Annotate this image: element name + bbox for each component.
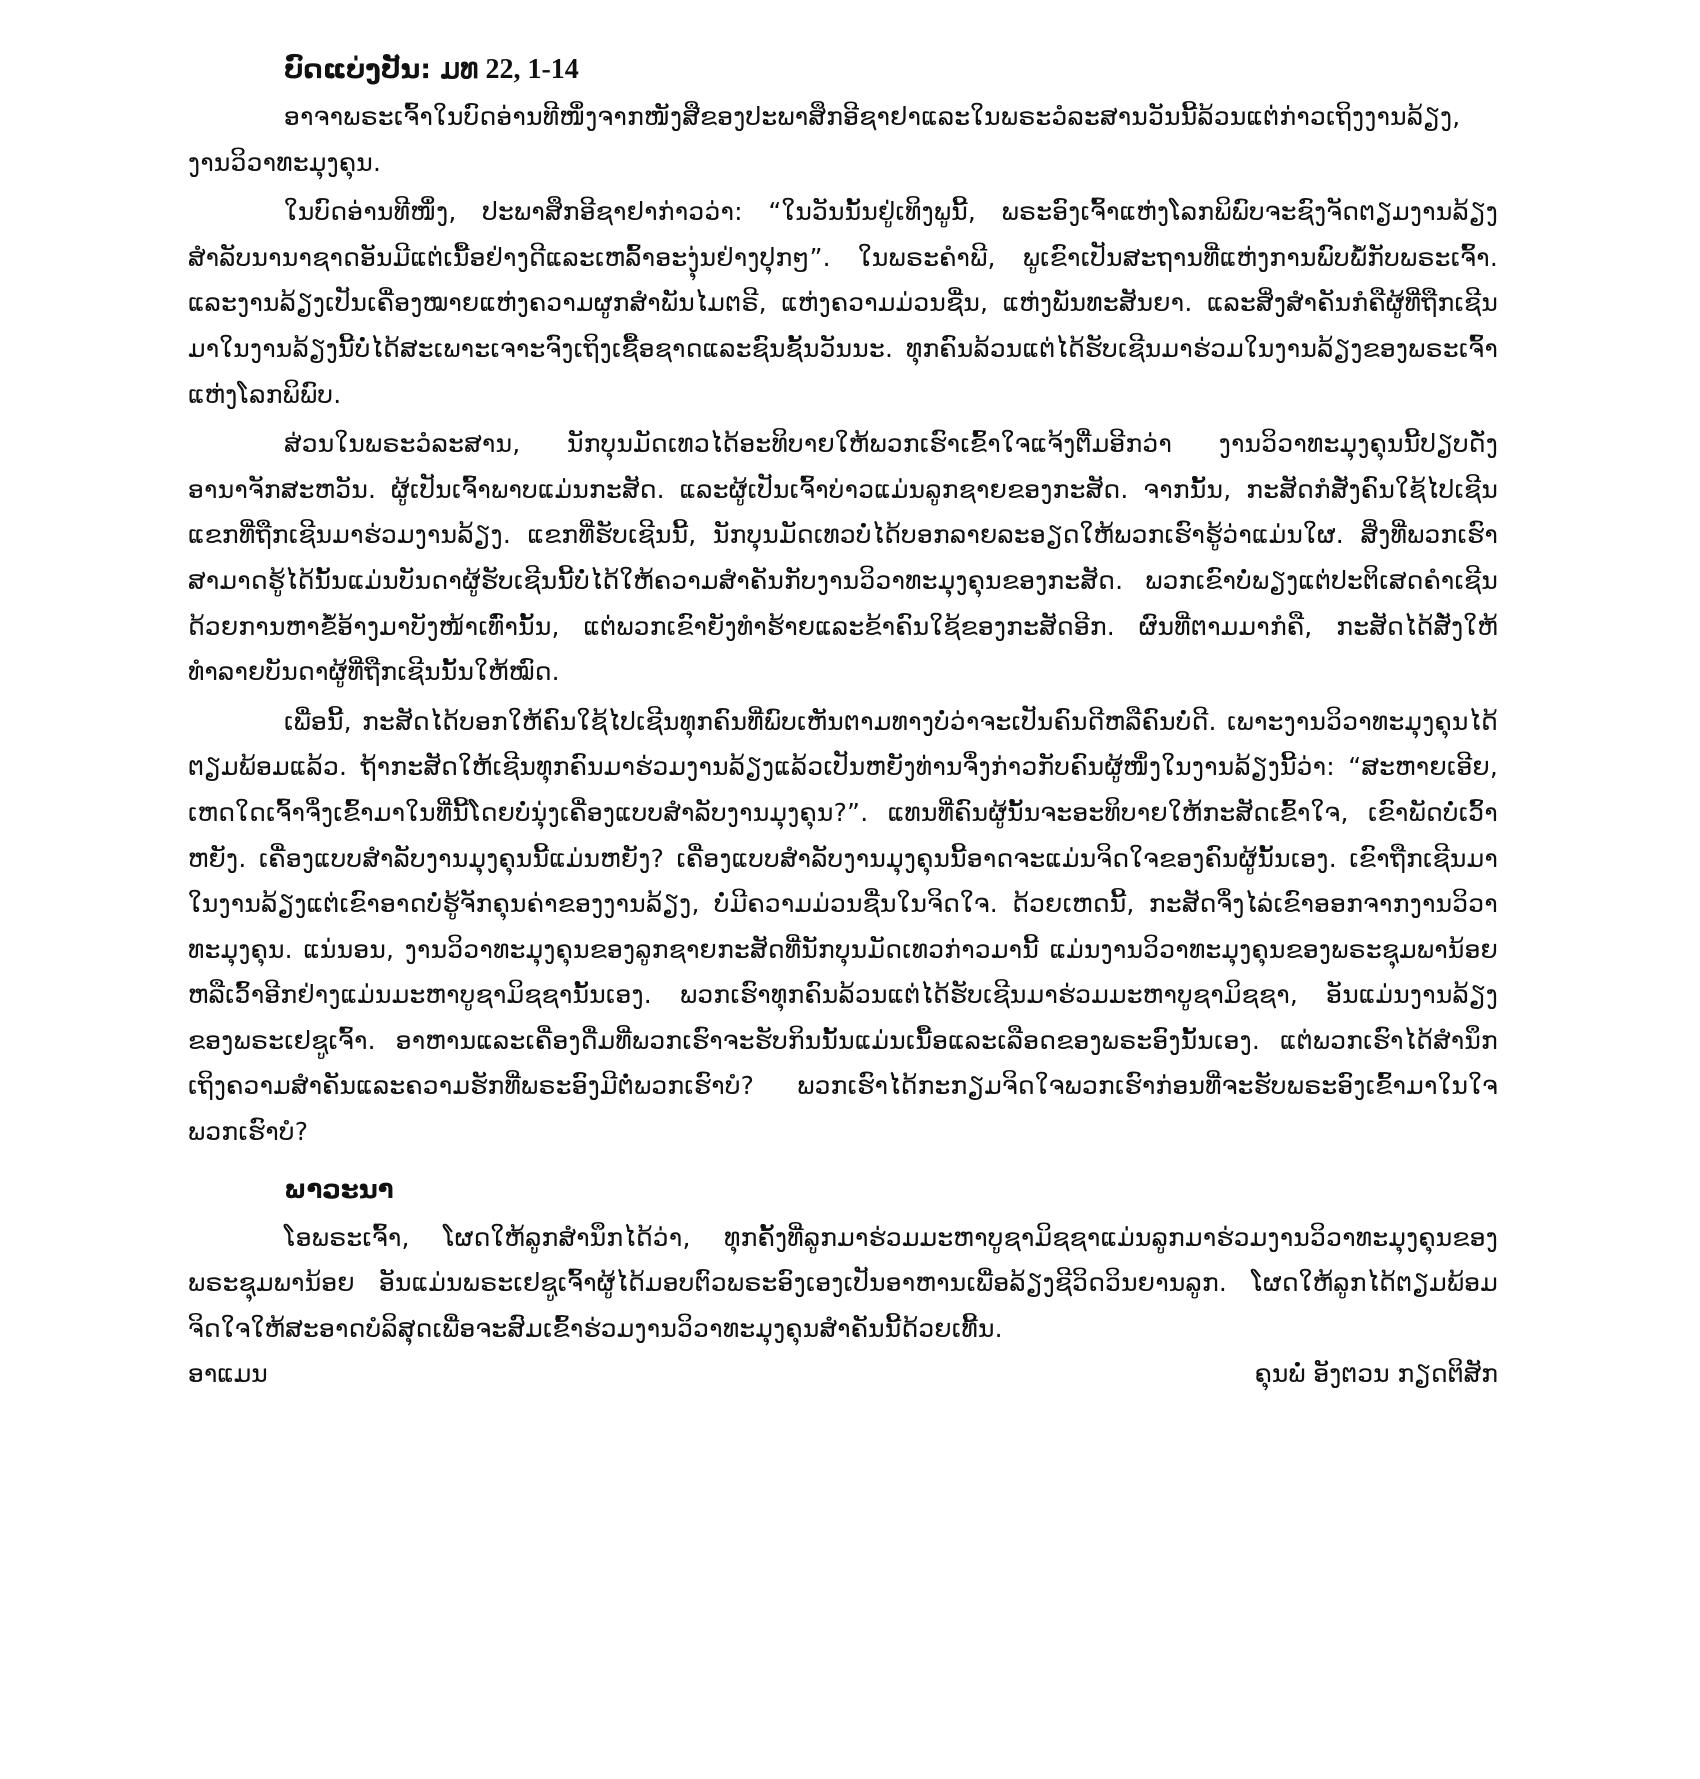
prayer-text: ໂອພຣະເຈົ້າ, ໂຜດໃຫ້ລູກສຳນຶກໄດ້ວ່າ, ທຸກຄັ້ງທີ່ລູກມາຮ່ວມມະຫາບູຊາມິຊຊາແມ່ນລູກມາຮ່ວມງານວິວາທະມຸງຄຸນຂອງພຣະຊຸມພານ້ອຍ ອັນແມ່ນພຣະເຢຊູເຈົ້າຜູ້ໄດ້ມອບຕົວພຣະອົງເອງເປັນອາຫານເພື່ອລ້ຽງຊີວິດວິນຍານລູກ. ໂຜດໃຫ້ລູກໄດ້ຕຽມພ້ອມຈິດໃຈໃຫ້ສະອາດບໍລິສຸດເພື່ອຈະສົມເຂົ້າຮ່ວມງານວິວາທະມຸງຄຸນສຳຄັນນີ້ດ້ວຍເທີ້ນ. [188, 1222, 1498, 1343]
paragraph-first-reading: ໃນບົດອ່ານທີໜຶ່ງ, ປະພາສຶກອີຊາຢາກ່າວວ່າ: “ໃນວັນນັ້ນຢູ່ເທິງພູນີ້, ພຣະອົງເຈົ້າແຫ່ງໂລກພິພົບຈະຊົງຈັດຕຽມງານລ້ຽງສຳລັບນານາຊາດອັນມີແຕ່ເນື້ອຢ່າງດີແລະເຫລົ້າອະງຸ່ນຢ່າງປຸກໆ”. ໃນພຣະຄຳພີ, ພູເຂົາເປັນສະຖານທີ່ແຫ່ງການພົບພໍ້ກັບພຣະເຈົ້າ. ແລະງານລ້ຽງເປັນເຄື່ອງໝາຍແຫ່ງຄວາມຜູກສຳພັນໄມຕຣີ, ແຫ່ງຄວາມມ່ວນຊື່ນ, ແຫ່ງພັນທະສັນຍາ. ແລະສິ່ງສຳຄັນກໍຄືຜູ້ທີ່ຖືກເຊີນມາໃນງານລ້ຽງນີ້ບໍ່ໄດ້ສະເພາະເຈາະຈົງເຖິງເຊື້ອຊາດແລະຊົນຊັ້ນວັນນະ. ທຸກຄົນລ້ວນແຕ່ໄດ້ຮັບເຊີນມາຮ່ວມໃນງານລ້ຽງຂອງພຣະເຈົ້າແຫ່ງໂລກພິພົບ. [188, 197, 1498, 409]
paragraph-gospel: ສ່ວນໃນພຣະວໍລະສານ, ນັກບຸນມັດເທວໄດ້ອະທິບາຍໃຫ້ພວກເຮົາເຂົ້າໃຈແຈ້ງຕື່ມອີກວ່າ ງານວິວາທະມຸງຄຸນນີ້ປຽບດັ່ງອານາຈັກສະຫວັນ. ຜູ້ເປັນເຈົ້າພາບແມ່ນກະສັດ. ແລະຜູ້ເປັນເຈົ້າບ່າວແມ່ນລູກຊາຍຂອງກະສັດ. ຈາກນັ້ນ, ກະສັດກໍສັ່ງຄົນໃຊ້ໄປເຊີນແຂກທີ່ຖືກເຊີນມາຮ່ວມງານລ້ຽງ. ແຂກທີ່ຮັບເຊີນນີ້, ນັກບຸນມັດເທວບໍ່ໄດ້ບອກລາຍລະອຽດໃຫ້ພວກເຮົາຮູ້ວ່າແມ່ນໃຜ. ສິ່ງທີ່ພວກເຮົາສາມາດຮູ້ໄດ້ນັ້ນແມ່ນບັນດາຜູ້ຮັບເຊີນນີ້ບໍ່ໄດ້ໃຫ້ຄວາມສຳຄັນກັບງານວິວາທະມຸງຄຸນຂອງກະສັດ. ພວກເຂົາບໍ່ພຽງແຕ່ປະຕິເສດຄຳເຊີນດ້ວຍການຫາຂໍ້ອ້າງມາບັງໜ້າເທົ່ານັ້ນ, ແຕ່ພວກເຂົາຍັງທຳຮ້າຍແລະຂ້າຄົນໃຊ້ຂອງກະສັດອີກ. ຜົນທີ່ຕາມມາກໍຄື, ກະສັດໄດ້ສັ່ງໃຫ້ທຳລາຍບັນດາຜູ້ທີ່ຖືກເຊີນນັ້ນໃຫ້ໝົດ. [188, 429, 1498, 687]
paragraph-intro: ອາຈາພຣະເຈົ້າໃນບົດອ່ານທີໜຶ່ງຈາກໜັງສືຂອງປະພາສຶກອີຊາຢາແລະໃນພຣະວໍລະສານວັນນີ້ລ້ວນແຕ່ກ່າວເຖິງງານລ້ຽງ, ງານວິວາທະມຸງຄຸນ. [188, 102, 1461, 177]
scripture-reference: ມທ 22, 1-14 [440, 54, 579, 85]
reading-heading [284, 50, 1498, 90]
amen-text: ອາແມນ [188, 1359, 268, 1389]
document-page [188, 50, 1498, 1750]
heading-label: ບົດແບ່ງປັນ: [284, 54, 432, 85]
paragraph-reflection: ເພື່ອນີ້, ກະສັດໄດ້ບອກໃຫ້ຄົນໃຊ້ໄປເຊີນທຸກຄົນທີ່ພົບເຫັນຕາມທາງບໍ່ວ່າຈະເປັນຄົນດີຫລືຄົນບໍ່ດີ. ເພາະງານວິວາທະມຸງຄຸນໄດ້ຕຽມພ້ອມແລ້ວ. ຖ້າກະສັດໃຫ້ເຊີນທຸກຄົນມາຮ່ວມງານລ້ຽງແລ້ວເປັນຫຍັງທ່ານຈຶ່ງກ່າວກັບຄົນຜູ້ໜຶ່ງໃນງານລ້ຽງນີ້ວ່າ: “ສະຫາຍເອີຍ, ເຫດໃດເຈົ້າຈຶ່ງເຂົ້າມາໃນທີ່ນີ້ໂດຍບໍ່ນຸ່ງເຄື່ອງແບບສຳລັບງານມຸງຄຸນ?”. ແທນທີ່ຄົນຜູ້ນັ້ນຈະອະທິບາຍໃຫ້ກະສັດເຂົ້າໃຈ, ເຂົາພັດບໍ່ເວົ້າຫຍັງ. ເຄື່ອງແບບສຳລັບງານມຸງຄຸນນີ້ແມ່ນຫຍັງ? ເຄື່ອງແບບສຳລັບງານມຸງຄຸນນີ້ອາດຈະແມ່ນຈິດໃຈຂອງຄົນຜູ້ນັ້ນເອງ. ເຂົາຖືກເຊີນມາໃນງານລ້ຽງແຕ່ເຂົາອາດບໍ່ຮູ້ຈັກຄຸນຄ່າຂອງງານລ້ຽງ, ບໍ່ມີຄວາມມ່ວນຊື່ນໃນຈິດໃຈ. ດ້ວຍເຫດນີ້, ກະສັດຈຶ່ງໄລ່ເຂົາອອກຈາກງານວິວາທະມຸງຄຸນ. ແນ່ນອນ, ງານວິວາທະມຸງຄຸນຂອງລູກຊາຍກະສັດທີ່ນັກບຸນມັດເທວກ່າວມານີ້ ແມ່ນງານວິວາທະມຸງຄຸນຂອງພຣະຊຸມພານ້ອຍ ຫລືເວົ້າອີກຢ່າງແມ່ນມະຫາບູຊາມິຊຊານັ້ນເອງ. ພວກເຮົາທຸກຄົນລ້ວນແຕ່ໄດ້ຮັບເຊີນມາຮ່ວມມະຫາບູຊາມິຊຊາ, ອັນແມ່ນງານລ້ຽງຂອງພຣະເຢຊູເຈົ້າ. ອາຫານແລະເຄື່ອງດື່ມທີ່ພວກເຮົາຈະຮັບກິນນັ້ນແມ່ນເນື້ອແລະເລືອດຂອງພຣະອົງນັ້ນເອງ. ແຕ່ພວກເຮົາໄດ້ສຳນຶກເຖິງຄວາມສຳຄັນແລະຄວາມຮັກທີ່ພຣະອົງມີຕໍ່ພວກເຮົາບໍ? ພວກເຮົາໄດ້ກະກຽມຈິດໃຈພວກເຮົາກ່ອນທີ່ຈະຮັບພຣະອົງເຂົ້າມາໃນໃຈພວກເຮົາບໍ? [188, 706, 1498, 1147]
closing-line [188, 1351, 1498, 1396]
prayer-title: ພາວະນາ [284, 1174, 394, 1205]
author-signature: ຄຸນພໍ່ ອັງຕວນ ກຽດຕິສັກ [1254, 1359, 1498, 1389]
